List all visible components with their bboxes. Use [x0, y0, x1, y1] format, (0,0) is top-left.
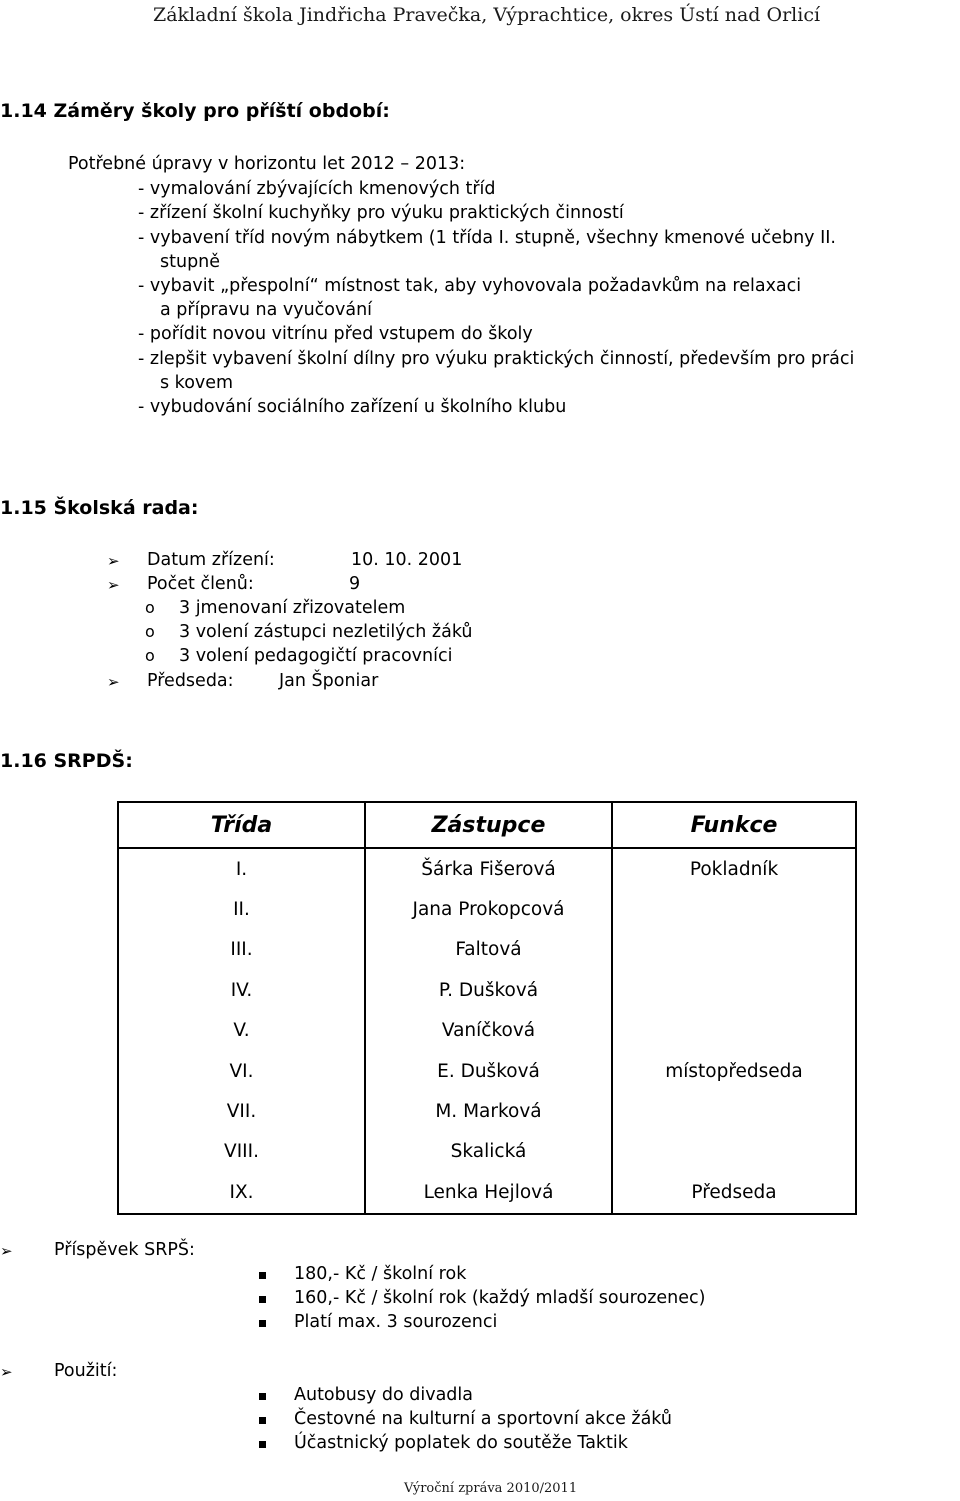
- header-function: Funkce: [612, 802, 856, 848]
- arrow-bullet-icon: ➢: [107, 673, 120, 691]
- plan-item: - vybavit „přespolní“ místnost tak, aby vyhovovala požadavkům na relaxaci: [138, 276, 802, 296]
- cell-class: IV.: [118, 970, 365, 1010]
- cell-representative: Vaníčková: [365, 1011, 612, 1051]
- table-row: [118, 848, 856, 889]
- member-item: 3 volení pedagogičtí pracovníci: [179, 646, 453, 666]
- plan-item-continuation: a přípravu na vyučování: [160, 300, 373, 320]
- square-bullet-icon: [259, 1393, 266, 1400]
- cell-class: II.: [118, 889, 365, 929]
- page-footer: Výroční zpráva 2010/2011: [404, 1481, 578, 1496]
- cell-class: VI.: [118, 1051, 365, 1091]
- chair-value: Jan Šponiar: [279, 671, 379, 691]
- cell-function: [612, 970, 856, 1010]
- cell-representative: Faltová: [365, 930, 612, 970]
- plan-item-continuation: stupně: [160, 252, 221, 272]
- table-row: [118, 970, 856, 1010]
- table-row: [118, 1011, 856, 1051]
- arrow-bullet-icon: ➢: [0, 1363, 13, 1381]
- cell-function: Předseda: [691, 1181, 777, 1203]
- cell-function: místopředseda: [665, 1060, 803, 1082]
- arrow-bullet-icon: ➢: [107, 552, 120, 570]
- plan-item: - zlepšit vybavení školní dílny pro výuku praktických činností, především pro práci: [138, 349, 855, 369]
- founded-value: 10. 10. 2001: [351, 550, 463, 570]
- cell-function: [612, 889, 856, 929]
- table-header-row: [118, 802, 856, 848]
- members-label: Počet členů:: [147, 574, 254, 594]
- cell-class: I.: [118, 848, 365, 889]
- cell-class: III.: [118, 930, 365, 970]
- section-title-1-14: 1.14 Záměry školy pro příští období:: [0, 100, 390, 122]
- table-row: [118, 1172, 856, 1213]
- header-class: Třída: [118, 802, 365, 848]
- usage-item: Čestovné na kulturní a sportovní akce žáků: [294, 1409, 672, 1429]
- usage-item: Autobusy do divadla: [294, 1385, 473, 1405]
- cell-representative: Jana Prokopcová: [365, 889, 612, 929]
- usage-item: Účastnický poplatek do soutěže Taktik: [294, 1433, 628, 1453]
- usage-label: Použití:: [54, 1361, 118, 1381]
- plan-item: - vymalování zbývajících kmenových tříd: [138, 179, 496, 199]
- table-row: [118, 930, 856, 970]
- cell-representative: Skalická: [365, 1132, 612, 1172]
- cell-representative: Lenka Hejlová: [365, 1172, 612, 1213]
- plan-item: - vybavení tříd novým nábytkem (1 třída I. stupně, všechny kmenové učebny II.: [138, 228, 836, 248]
- contribution-item: 180,- Kč / školní rok: [294, 1264, 467, 1284]
- plan-item: - vybudování sociálního zařízení u školního klubu: [138, 397, 567, 417]
- square-bullet-icon: [259, 1320, 266, 1327]
- plan-item-continuation: s kovem: [160, 373, 234, 393]
- section-intro: Potřebné úpravy v horizontu let 2012 – 2013:: [68, 154, 466, 174]
- cell-class: IX.: [118, 1172, 365, 1213]
- members-value: 9: [349, 574, 361, 594]
- page-header: Základní škola Jindřicha Pravečka, Výprachtice, okres Ústí nad Orlicí: [153, 4, 821, 26]
- table-row: [118, 1132, 856, 1172]
- cell-representative: M. Marková: [365, 1091, 612, 1131]
- cell-function: [612, 930, 856, 970]
- cell-function: [612, 1091, 856, 1131]
- contribution-label: Příspěvek SRPŠ:: [54, 1240, 195, 1260]
- cell-representative: Šárka Fišerová: [365, 848, 612, 889]
- cell-representative: P. Dušková: [365, 970, 612, 1010]
- table-row: [118, 889, 856, 929]
- cell-class: V.: [118, 1011, 365, 1051]
- cell-function: [612, 1011, 856, 1051]
- contribution-item: 160,- Kč / školní rok (každý mladší sourozenec): [294, 1288, 706, 1308]
- section-title-1-15: 1.15 Školská rada:: [0, 497, 199, 519]
- contribution-item: Platí max. 3 sourozenci: [294, 1312, 498, 1332]
- arrow-bullet-icon: ➢: [0, 1242, 13, 1260]
- table-row: [118, 1051, 856, 1091]
- square-bullet-icon: [259, 1417, 266, 1424]
- square-bullet-icon: [259, 1272, 266, 1279]
- circle-bullet-icon: o: [145, 622, 155, 641]
- plan-item: - zřízení školní kuchyňky pro výuku praktických činností: [138, 203, 624, 223]
- member-item: 3 volení zástupci nezletilých žáků: [179, 622, 473, 642]
- header-representative: Zástupce: [365, 802, 612, 848]
- member-item: 3 jmenovaní zřizovatelem: [179, 598, 406, 618]
- cell-representative: E. Dušková: [365, 1051, 612, 1091]
- circle-bullet-icon: o: [145, 598, 155, 617]
- square-bullet-icon: [259, 1441, 266, 1448]
- cell-class: VIII.: [118, 1132, 365, 1172]
- section-title-1-16: 1.16 SRPDŠ:: [0, 750, 133, 772]
- table-row: [118, 1091, 856, 1131]
- chair-label: Předseda:: [147, 671, 234, 691]
- srpds-table: [117, 801, 857, 1215]
- cell-function: [612, 1132, 856, 1172]
- square-bullet-icon: [259, 1296, 266, 1303]
- cell-class: VII.: [118, 1091, 365, 1131]
- arrow-bullet-icon: ➢: [107, 576, 120, 594]
- founded-label: Datum zřízení:: [147, 550, 275, 570]
- circle-bullet-icon: o: [145, 646, 155, 665]
- plan-item: - pořídit novou vitrínu před vstupem do školy: [138, 324, 533, 344]
- cell-function: Pokladník: [689, 858, 779, 880]
